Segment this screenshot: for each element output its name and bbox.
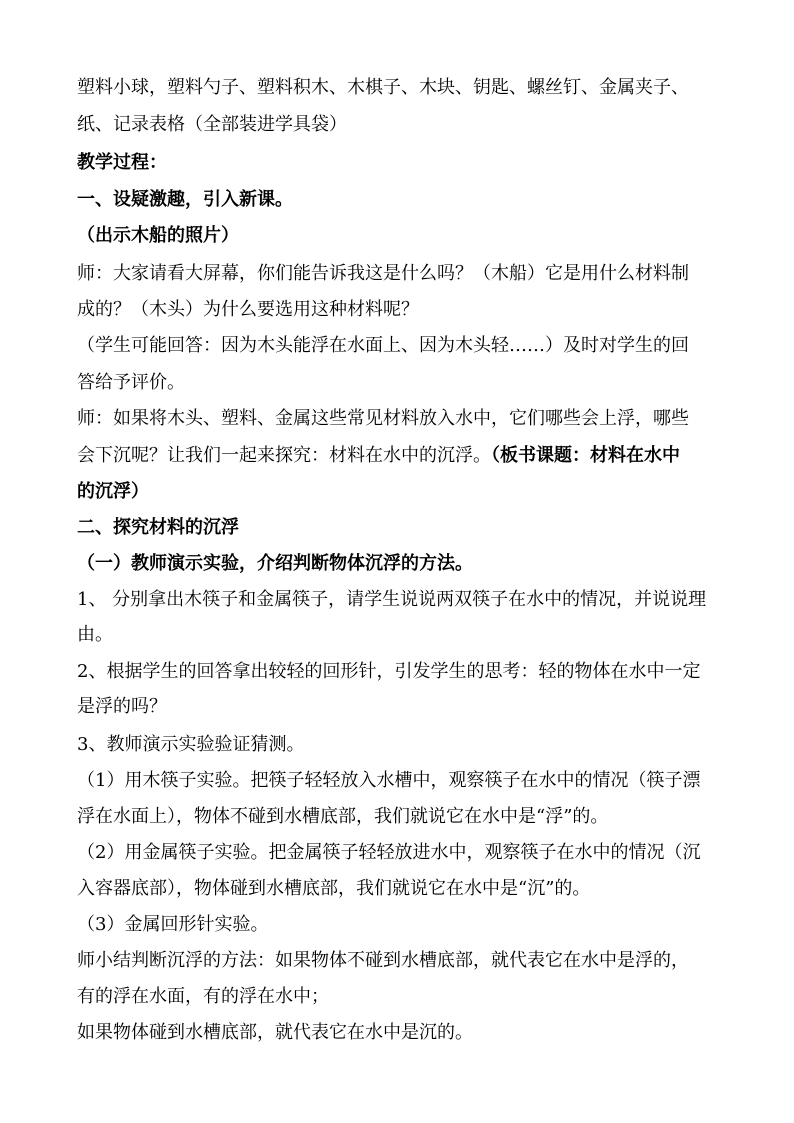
experiment-2: （2）用金属筷子实验。把金属筷子轻轻放进水中，观察筷子在水中的情况（沉 — [77, 842, 701, 863]
section-heading-intro: 一、设疑激趣，引入新课。 — [77, 189, 293, 210]
subsection-heading-demo: （一）教师演示实验，介绍判断物体沉浮的方法。 — [77, 553, 473, 574]
lesson-title-note-cont: 的沉浮） — [77, 481, 149, 502]
stage-direction-boat-photo: （出示木船的照片） — [77, 225, 239, 246]
paragraph-line — [77, 443, 737, 469]
paragraph-text: 会下沉呢？让我们一起来探究：材料在水中的沉浮。 — [77, 445, 491, 466]
paragraph-line: 师：大家请看大屏幕，你们能告诉我这是什么吗？（木船）它是用什么材料制 — [77, 263, 689, 284]
list-item-1-cont: 由。 — [77, 624, 113, 645]
summary-line-3: 如果物体碰到水槽底部，就代表它在水中是沉的。 — [77, 1022, 473, 1043]
experiment-1-cont: 浮在水面上），物体不碰到水槽底部，我们就说它在水中是“浮”的。 — [77, 806, 609, 827]
materials-line-1: 塑料小球，塑料勺子、塑料积木、木棋子、木块、钥匙、螺丝钉、金属夹子、 — [77, 77, 689, 98]
experiment-1: （1）用木筷子实验。把筷子轻轻放入水槽中，观察筷子在水中的情况（筷子漂 — [77, 770, 701, 791]
section-heading-teaching-process: 教学过程： — [77, 152, 167, 173]
lesson-title-note: （板书课题：材料在水中 — [491, 445, 680, 466]
paragraph-line: 答给予评价。 — [77, 372, 185, 393]
materials-line-2: 纸、记录表格（全部装进学具袋） — [77, 114, 347, 135]
list-item-2-cont: 是浮的吗？ — [77, 696, 167, 717]
paragraph-line: （学生可能回答：因为木头能浮在水面上、因为木头轻……）及时对学生的回 — [77, 335, 689, 356]
list-item-2: 2、根据学生的回答拿出较轻的回形针，引发学生的思考：轻的物体在水中一定 — [77, 661, 701, 682]
summary-line-2: 有的浮在水面，有的浮在水中； — [77, 986, 329, 1007]
section-heading-explore: 二、探究材料的沉浮 — [77, 517, 239, 538]
list-item-3: 3、教师演示实验验证猜测。 — [77, 734, 305, 755]
experiment-3: （3）金属回形针实验。 — [77, 914, 269, 935]
summary-line-1: 师小结判断沉浮的方法：如果物体不碰到水槽底部，就代表它在水中是浮的， — [77, 950, 689, 971]
experiment-2-cont: 入容器底部），物体碰到水槽底部，我们就说它在水中是“沉”的。 — [77, 878, 591, 899]
list-item-1: 1、 分别拿出木筷子和金属筷子，请学生说说两双筷子在水中的情况，并说说理 — [77, 589, 707, 610]
paragraph-line: 成的？（木头）为什么要选用这种材料呢？ — [77, 299, 419, 320]
paragraph-line: 师：如果将木头、塑料、金属这些常见材料放入水中，它们哪些会上浮，哪些 — [77, 408, 689, 429]
